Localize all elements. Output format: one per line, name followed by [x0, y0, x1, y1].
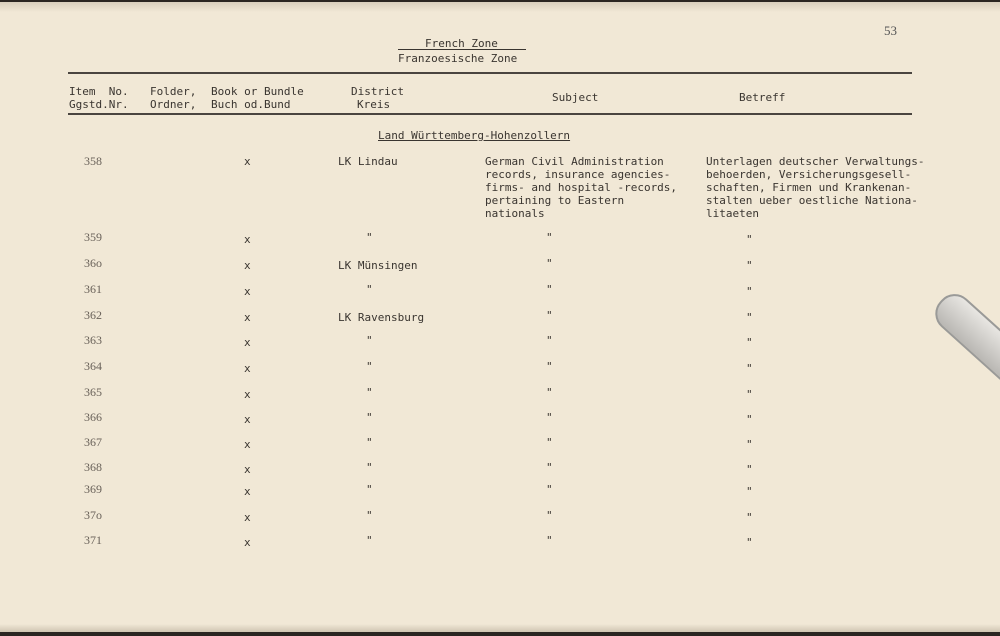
book-mark: x: [244, 438, 251, 451]
item-number: 359: [84, 230, 102, 244]
betreff-cell: ": [746, 511, 753, 524]
header-bottom-rule: [68, 113, 912, 115]
header-subject: Subject: [552, 91, 599, 104]
zone-title: French Zone: [425, 37, 498, 50]
betreff-cell: ": [746, 285, 753, 298]
district-cell: ": [366, 483, 373, 496]
zone-title-underline: [398, 49, 526, 50]
zone-subtitle: Franzoesische Zone: [398, 52, 518, 65]
district-cell: ": [366, 334, 373, 347]
item-number: 367: [84, 435, 102, 449]
betreff-cell: ": [746, 463, 753, 476]
betreff-cell: ": [746, 233, 753, 246]
header-district: District Kreis: [351, 85, 404, 111]
betreff-cell: ": [746, 438, 753, 451]
header-folder: Folder, Ordner,: [150, 85, 197, 111]
item-number: 37o: [84, 508, 102, 522]
subject-cell: ": [546, 257, 553, 270]
book-mark: x: [244, 413, 251, 426]
betreff-cell: ": [746, 259, 753, 272]
subject-cell: ": [546, 360, 553, 373]
item-number: 365: [84, 385, 102, 399]
book-mark: x: [244, 336, 251, 349]
district-cell: ": [366, 509, 373, 522]
paper-clip: [928, 287, 1000, 392]
subject-cell: ": [546, 411, 553, 424]
subject-cell: German Civil Administration records, insurance agencies- firms- and hospital -records, pertaining to Eastern nationals: [485, 155, 678, 220]
subject-cell: ": [546, 334, 553, 347]
betreff-cell: ": [746, 536, 753, 549]
item-number: 358: [84, 154, 102, 168]
district-cell: ": [366, 461, 373, 474]
book-mark: x: [244, 485, 251, 498]
item-number: 369: [84, 482, 102, 496]
betreff-cell: ": [746, 388, 753, 401]
book-mark: x: [244, 536, 251, 549]
betreff-cell: ": [746, 311, 753, 324]
item-number: 363: [84, 333, 102, 347]
book-mark: x: [244, 362, 251, 375]
subject-cell: ": [546, 309, 553, 322]
district-cell: LK Lindau: [338, 155, 398, 168]
header-betreff: Betreff: [739, 91, 786, 104]
district-cell: ": [366, 283, 373, 296]
district-cell: LK Ravensburg: [338, 311, 425, 324]
item-number: 362: [84, 308, 102, 322]
book-mark: x: [244, 233, 251, 246]
page-number: 53: [884, 23, 897, 38]
item-number: 366: [84, 410, 102, 424]
book-mark: x: [244, 511, 251, 524]
district-cell: ": [366, 231, 373, 244]
item-number: 364: [84, 359, 102, 373]
district-cell: ": [366, 386, 373, 399]
district-cell: ": [366, 360, 373, 373]
book-mark: x: [244, 463, 251, 476]
page-bottom-shadow: [0, 624, 1000, 632]
document-page: [0, 2, 1000, 632]
item-number: 361: [84, 282, 102, 296]
subject-cell: ": [546, 436, 553, 449]
subject-cell: ": [546, 483, 553, 496]
subject-cell: ": [546, 461, 553, 474]
book-mark: x: [244, 155, 251, 168]
subject-cell: ": [546, 231, 553, 244]
betreff-cell: ": [746, 413, 753, 426]
district-cell: ": [366, 436, 373, 449]
book-mark: x: [244, 259, 251, 272]
betreff-cell: Unterlagen deutscher Verwaltungs- behoerden, Versicherungsgesell- schaften, Firmen und Krankenan- stalten ueber oestliche Nationa- litaeten: [706, 155, 925, 220]
district-cell: ": [366, 534, 373, 547]
betreff-cell: ": [746, 362, 753, 375]
header-item: Item No. Ggstd.Nr.: [69, 85, 129, 111]
subject-cell: ": [546, 386, 553, 399]
header-book: Book or Bundle Buch od.Bund: [211, 85, 304, 111]
item-number: 36o: [84, 256, 102, 270]
subject-cell: ": [546, 509, 553, 522]
book-mark: x: [244, 311, 251, 324]
betreff-cell: ": [746, 336, 753, 349]
district-cell: LK Münsingen: [338, 259, 418, 272]
book-mark: x: [244, 388, 251, 401]
section-title: Land Württemberg-Hohenzollern: [378, 129, 571, 142]
header-top-rule: [68, 72, 912, 74]
item-number: 368: [84, 460, 102, 474]
subject-cell: ": [546, 534, 553, 547]
district-cell: ": [366, 411, 373, 424]
book-mark: x: [244, 285, 251, 298]
page-top-shadow: [0, 2, 1000, 12]
betreff-cell: ": [746, 485, 753, 498]
item-number: 371: [84, 533, 102, 547]
subject-cell: ": [546, 283, 553, 296]
